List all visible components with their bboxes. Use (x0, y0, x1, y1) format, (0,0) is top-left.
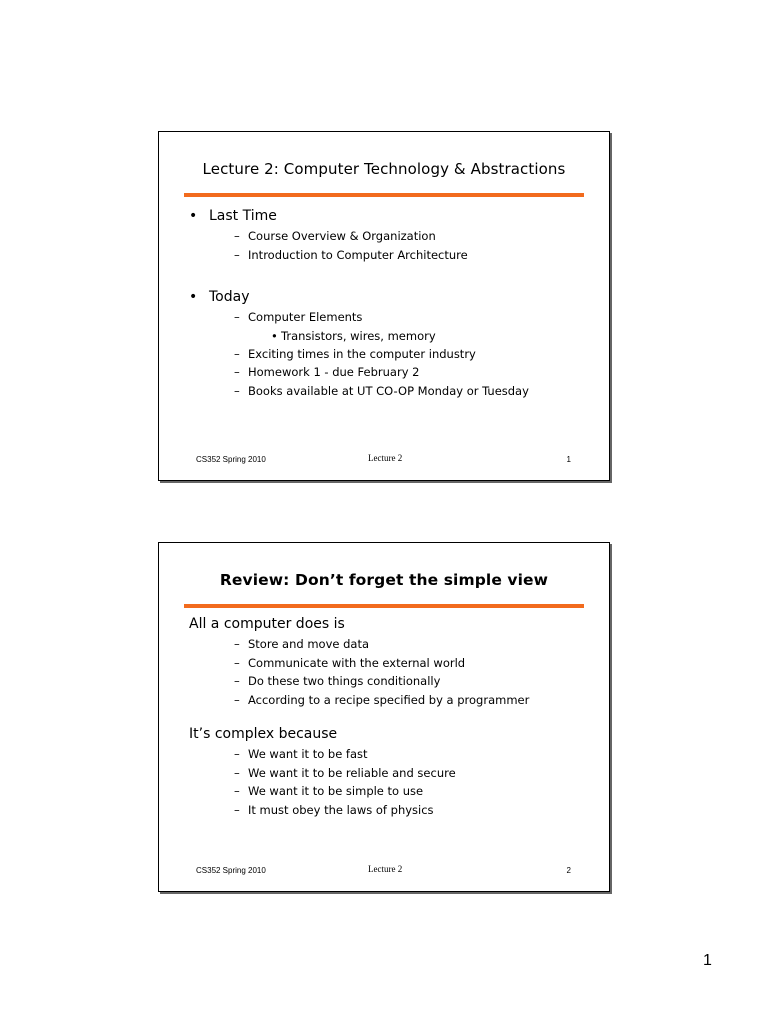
list-item: – We want it to be simple to use (234, 784, 424, 798)
section-heading: • Last Time (189, 208, 277, 224)
page-number: 1 (703, 952, 712, 969)
list-item: – Do these two things conditionally (234, 674, 441, 688)
list-item: – We want it to be fast (234, 747, 368, 761)
footer-slide-number: 2 (566, 866, 571, 875)
list-item: – We want it to be reliable and secure (234, 765, 456, 780)
slide-body (189, 205, 599, 400)
list-item: – It must obey the laws of physics (234, 802, 434, 817)
slide-title: Lecture 2: Computer Technology & Abstractions (202, 160, 566, 178)
list-item: – Communicate with the external world (234, 655, 466, 670)
footer-course: CS352 Spring 2010 (196, 866, 266, 875)
list-item: – Introduction to Computer Architecture (234, 247, 468, 262)
list-item: – Homework 1 - due February 2 (234, 365, 420, 379)
list-item: – Course Overview & Organization (234, 229, 436, 243)
list-item: – Exciting times in the computer industry (234, 346, 476, 361)
slide-body (189, 613, 599, 819)
title-rule (184, 193, 584, 197)
section-heading: It’s complex because (189, 726, 338, 742)
slide-2 (158, 542, 610, 892)
footer-course: CS352 Spring 2010 (196, 455, 266, 464)
section-heading: • Today (189, 289, 250, 305)
list-item: – According to a recipe specified by a programmer (234, 692, 530, 707)
list-item: – Computer Elements (234, 310, 363, 324)
list-item: – Store and move data (234, 637, 370, 651)
footer-lecture: Lecture 2 (368, 864, 403, 874)
title-rule (184, 604, 584, 608)
slide-title: Review: Don’t forget the simple view (219, 571, 549, 589)
footer-slide-number: 1 (566, 455, 571, 464)
section-heading: All a computer does is (189, 616, 345, 632)
slide-1 (158, 131, 610, 481)
sub-list-item: • Transistors, wires, memory (271, 328, 436, 343)
list-item: – Books available at UT CO-OP Monday or Tuesday (234, 383, 529, 398)
footer-lecture: Lecture 2 (368, 453, 403, 463)
